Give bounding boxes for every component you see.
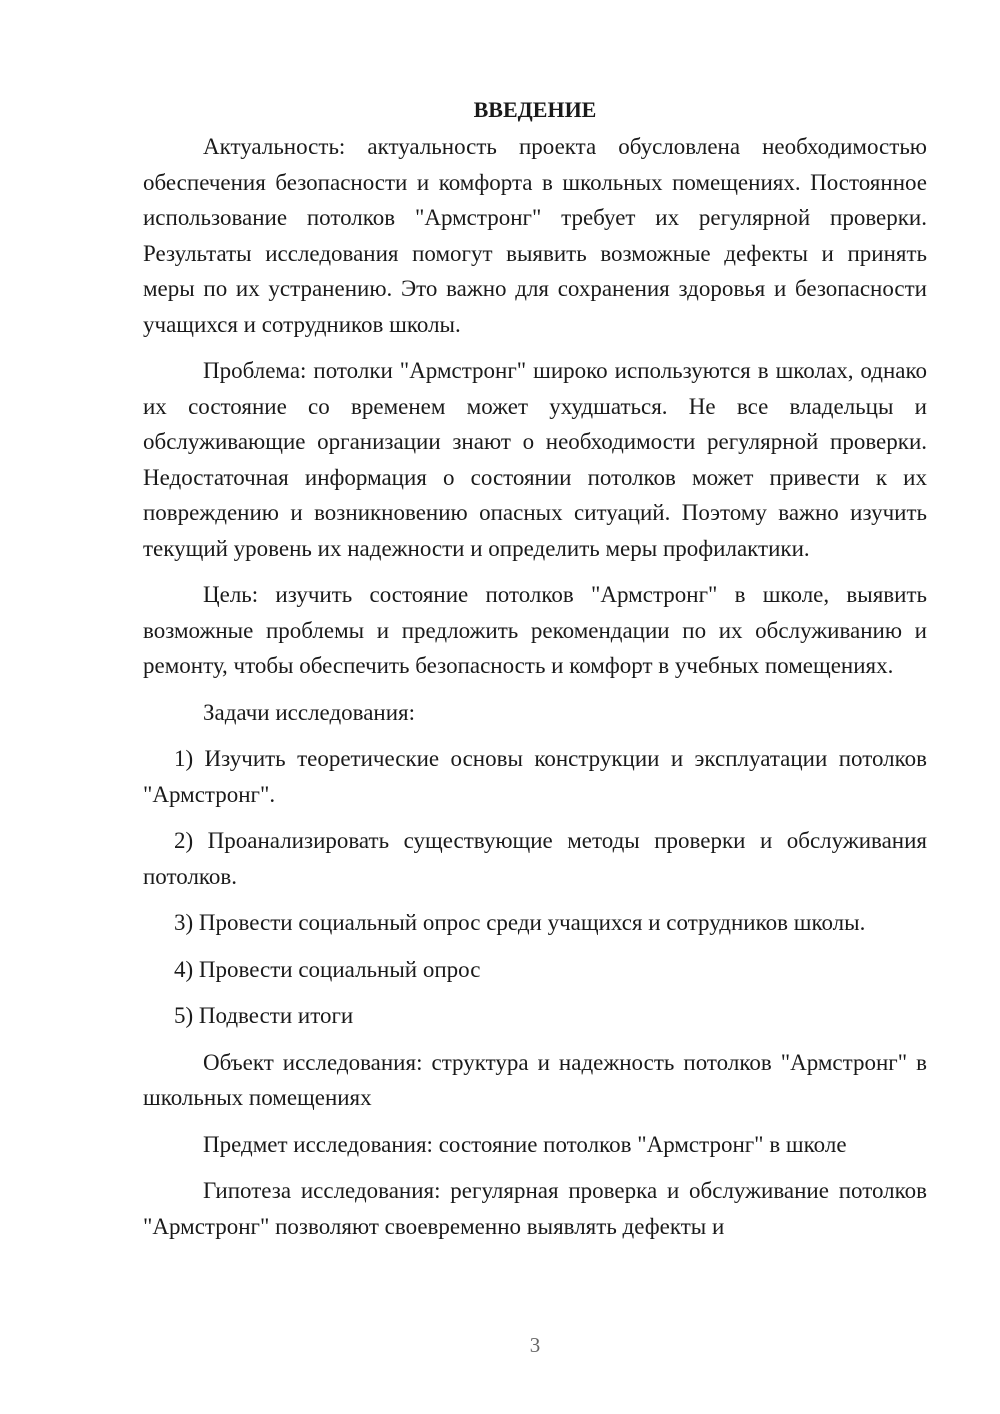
page-heading: ВВЕДЕНИЕ: [473, 97, 597, 122]
subject-paragraph: Предмет исследования: состояние потолков "Армстронг" в школе: [203, 1131, 847, 1157]
task-item-5: 5) Подвести итоги: [174, 1003, 354, 1028]
task-item-2: 2) Проанализировать существующие методы проверки и обслуживания потолков.: [143, 828, 927, 889]
task-item-1: 1) Изучить теоретические основы конструкции и эксплуатации потолков "Армстронг".: [143, 746, 927, 807]
task-item-3: 3) Провести социальный опрос среди учащихся и сотрудников школы.: [174, 910, 866, 935]
text-column: [143, 92, 927, 1255]
hypothesis-paragraph: Гипотеза исследования: регулярная проверка и обслуживание потолков "Армстронг" позволяют своевременно выявлять дефекты и: [143, 1178, 927, 1239]
goal-paragraph: Цель: изучить состояние потолков "Армстронг" в школе, выявить возможные проблемы и предложить рекомендации по их обслуживанию и ремонту, чтобы обеспечить безопасность и комфорт в учебных помещениях.: [143, 582, 927, 678]
task-item-4: 4) Провести социальный опрос: [174, 956, 481, 982]
tasks-title: Задачи исследования:: [203, 699, 416, 725]
problem-paragraph: Проблема: потолки "Армстронг" широко используются в школах, однако их состояние со временем может ухудшаться. Не все владельцы и обслуживающие организации знают о необходимости регулярной проверки. Недостаточная информация о состоянии потолков может привести к их повреждению и возникновению опасных ситуаций. Поэтому важно изучить текущий уровень их надежности и определить меры профилактики.: [143, 358, 927, 561]
relevance-paragraph: Актуальность: актуальность проекта обусловлена необходимостью обеспечения безопасности и комфорта в школьных помещениях. Постоянное использование потолков "Армстронг" требует их регулярной проверки. Результаты исследования помогут выявить возможные дефекты и принять меры по их устранению. Это важно для сохранения здоровья и безопасности учащихся и сотрудников школы.: [143, 134, 927, 337]
page-number: 3: [529, 1333, 541, 1357]
object-paragraph: Объект исследования: структура и надежность потолков "Армстронг" в школьных помещениях: [143, 1049, 927, 1110]
